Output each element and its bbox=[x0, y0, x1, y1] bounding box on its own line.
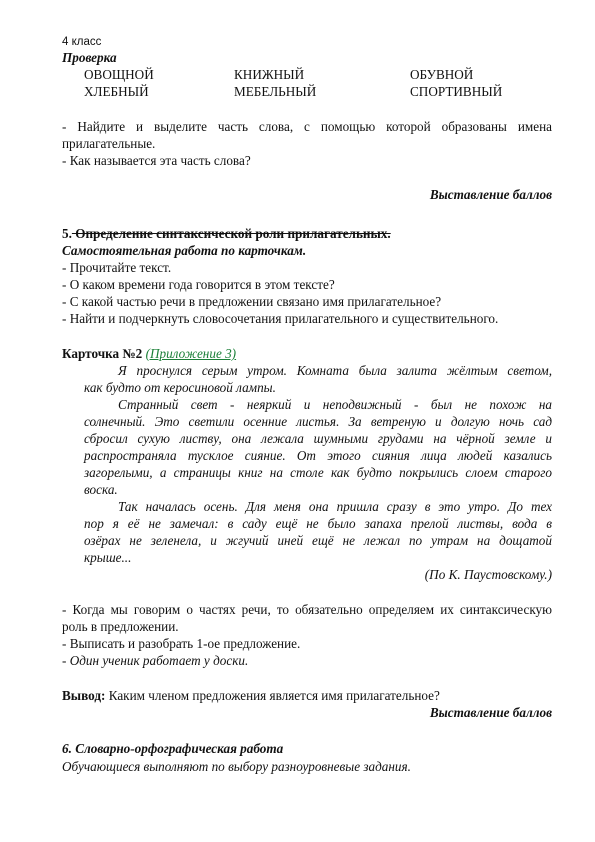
card-text-line-7: загорелыми, а страницы книг на столе как будто покрылись слоем старого bbox=[84, 465, 552, 480]
word-furniture: МЕБЕЛЬНЫЙ bbox=[234, 84, 317, 99]
question-1-line-2: прилагательные. bbox=[62, 136, 156, 151]
card-label: Карточка №2 bbox=[62, 346, 143, 361]
word-bread: ХЛЕБНЫЙ bbox=[84, 84, 149, 99]
conclusion-text: Каким членом предложения является имя прилагательное? bbox=[105, 688, 440, 703]
section-5-title: Определение синтаксической роли прилагательных. bbox=[71, 226, 391, 241]
section-5-number: 5. bbox=[62, 226, 72, 241]
after-card-line-2: роль в предложении. bbox=[62, 619, 179, 634]
section-6-text: Обучающиеся выполняют по выбору разноуровневые задания. bbox=[62, 759, 411, 774]
card-heading bbox=[62, 345, 552, 362]
task-2: - О каком времени года говорится в этом тексте? bbox=[62, 277, 335, 292]
section-6-heading: 6. Словарно-орфографическая работа bbox=[62, 741, 284, 756]
card-text-line-12: крыше... bbox=[84, 550, 132, 565]
after-card-line-1: - Когда мы говорим о частях речи, то обязательно определяем их синтаксическую bbox=[62, 602, 552, 617]
conclusion-label: Вывод: bbox=[62, 688, 106, 703]
task-3: - С какой частью речи в предложении связано имя прилагательное? bbox=[62, 294, 442, 309]
appendix-link[interactable]: (Приложение 3) bbox=[145, 346, 237, 361]
task-1: - Прочитайте текст. bbox=[62, 260, 172, 275]
conclusion bbox=[62, 687, 552, 704]
card-text-line-10: пор я её не замечал: в саду ещё не было запаха прелой листвы, вода в bbox=[84, 516, 552, 531]
card-text-line-4: солнечный. Это светили осенние листья. За ветреную и долгую ночь сад bbox=[84, 414, 552, 429]
word-book: КНИЖНЫЙ bbox=[234, 67, 305, 82]
score-label-1: Выставление баллов bbox=[429, 187, 552, 202]
question-1-line-1: - Найдите и выделите часть слова, с помощью которой образованы имена bbox=[62, 119, 552, 134]
word-sport: СПОРТИВНЫЙ bbox=[410, 84, 503, 99]
card-text-line-8: воска. bbox=[84, 482, 118, 497]
section-5-subtitle: Самостоятельная работа по карточкам. bbox=[62, 243, 307, 258]
card-text-line-11: озёрах не зеленела, и жгучий иней ещё не лежал по утрам на дощатой bbox=[84, 533, 552, 548]
section-5-heading bbox=[62, 225, 552, 242]
card-source: (По К. Паустовскому.) bbox=[424, 567, 552, 582]
card-text-line-2: как будто от керосиновой лампы. bbox=[84, 380, 276, 395]
question-2: - Как называется эта часть слова? bbox=[62, 153, 251, 168]
card-text-line-5: сбросил сухую листву, она лежала шумными грудами на чёрной земле и bbox=[84, 431, 552, 446]
task-4: - Найти и подчеркнуть словосочетания прилагательного и существительного. bbox=[62, 311, 499, 326]
grade-label: 4 класс bbox=[62, 36, 102, 48]
check-heading: Проверка bbox=[62, 50, 117, 65]
card-text-line-1: Я проснулся серым утром. Комната была залита жёлтым светом, bbox=[118, 363, 552, 378]
card-text-line-9: Так началась осень. Для меня она пришла сразу в это утро. До тех bbox=[118, 499, 552, 514]
score-label-2: Выставление баллов bbox=[429, 705, 552, 720]
card-text-line-3: Странный свет - неяркий и неподвижный - был не похож на bbox=[118, 397, 552, 412]
after-card-line-4: - Один ученик работает у доски. bbox=[62, 653, 249, 668]
card-text-line-6: распространяла тусклое сияние. От этого сияния лица людей казались bbox=[84, 448, 552, 463]
word-vegetable: ОВОЩНОЙ bbox=[84, 67, 154, 82]
after-card-line-3: - Выписать и разобрать 1-ое предложение. bbox=[62, 636, 301, 651]
word-shoe: ОБУВНОЙ bbox=[410, 67, 474, 82]
